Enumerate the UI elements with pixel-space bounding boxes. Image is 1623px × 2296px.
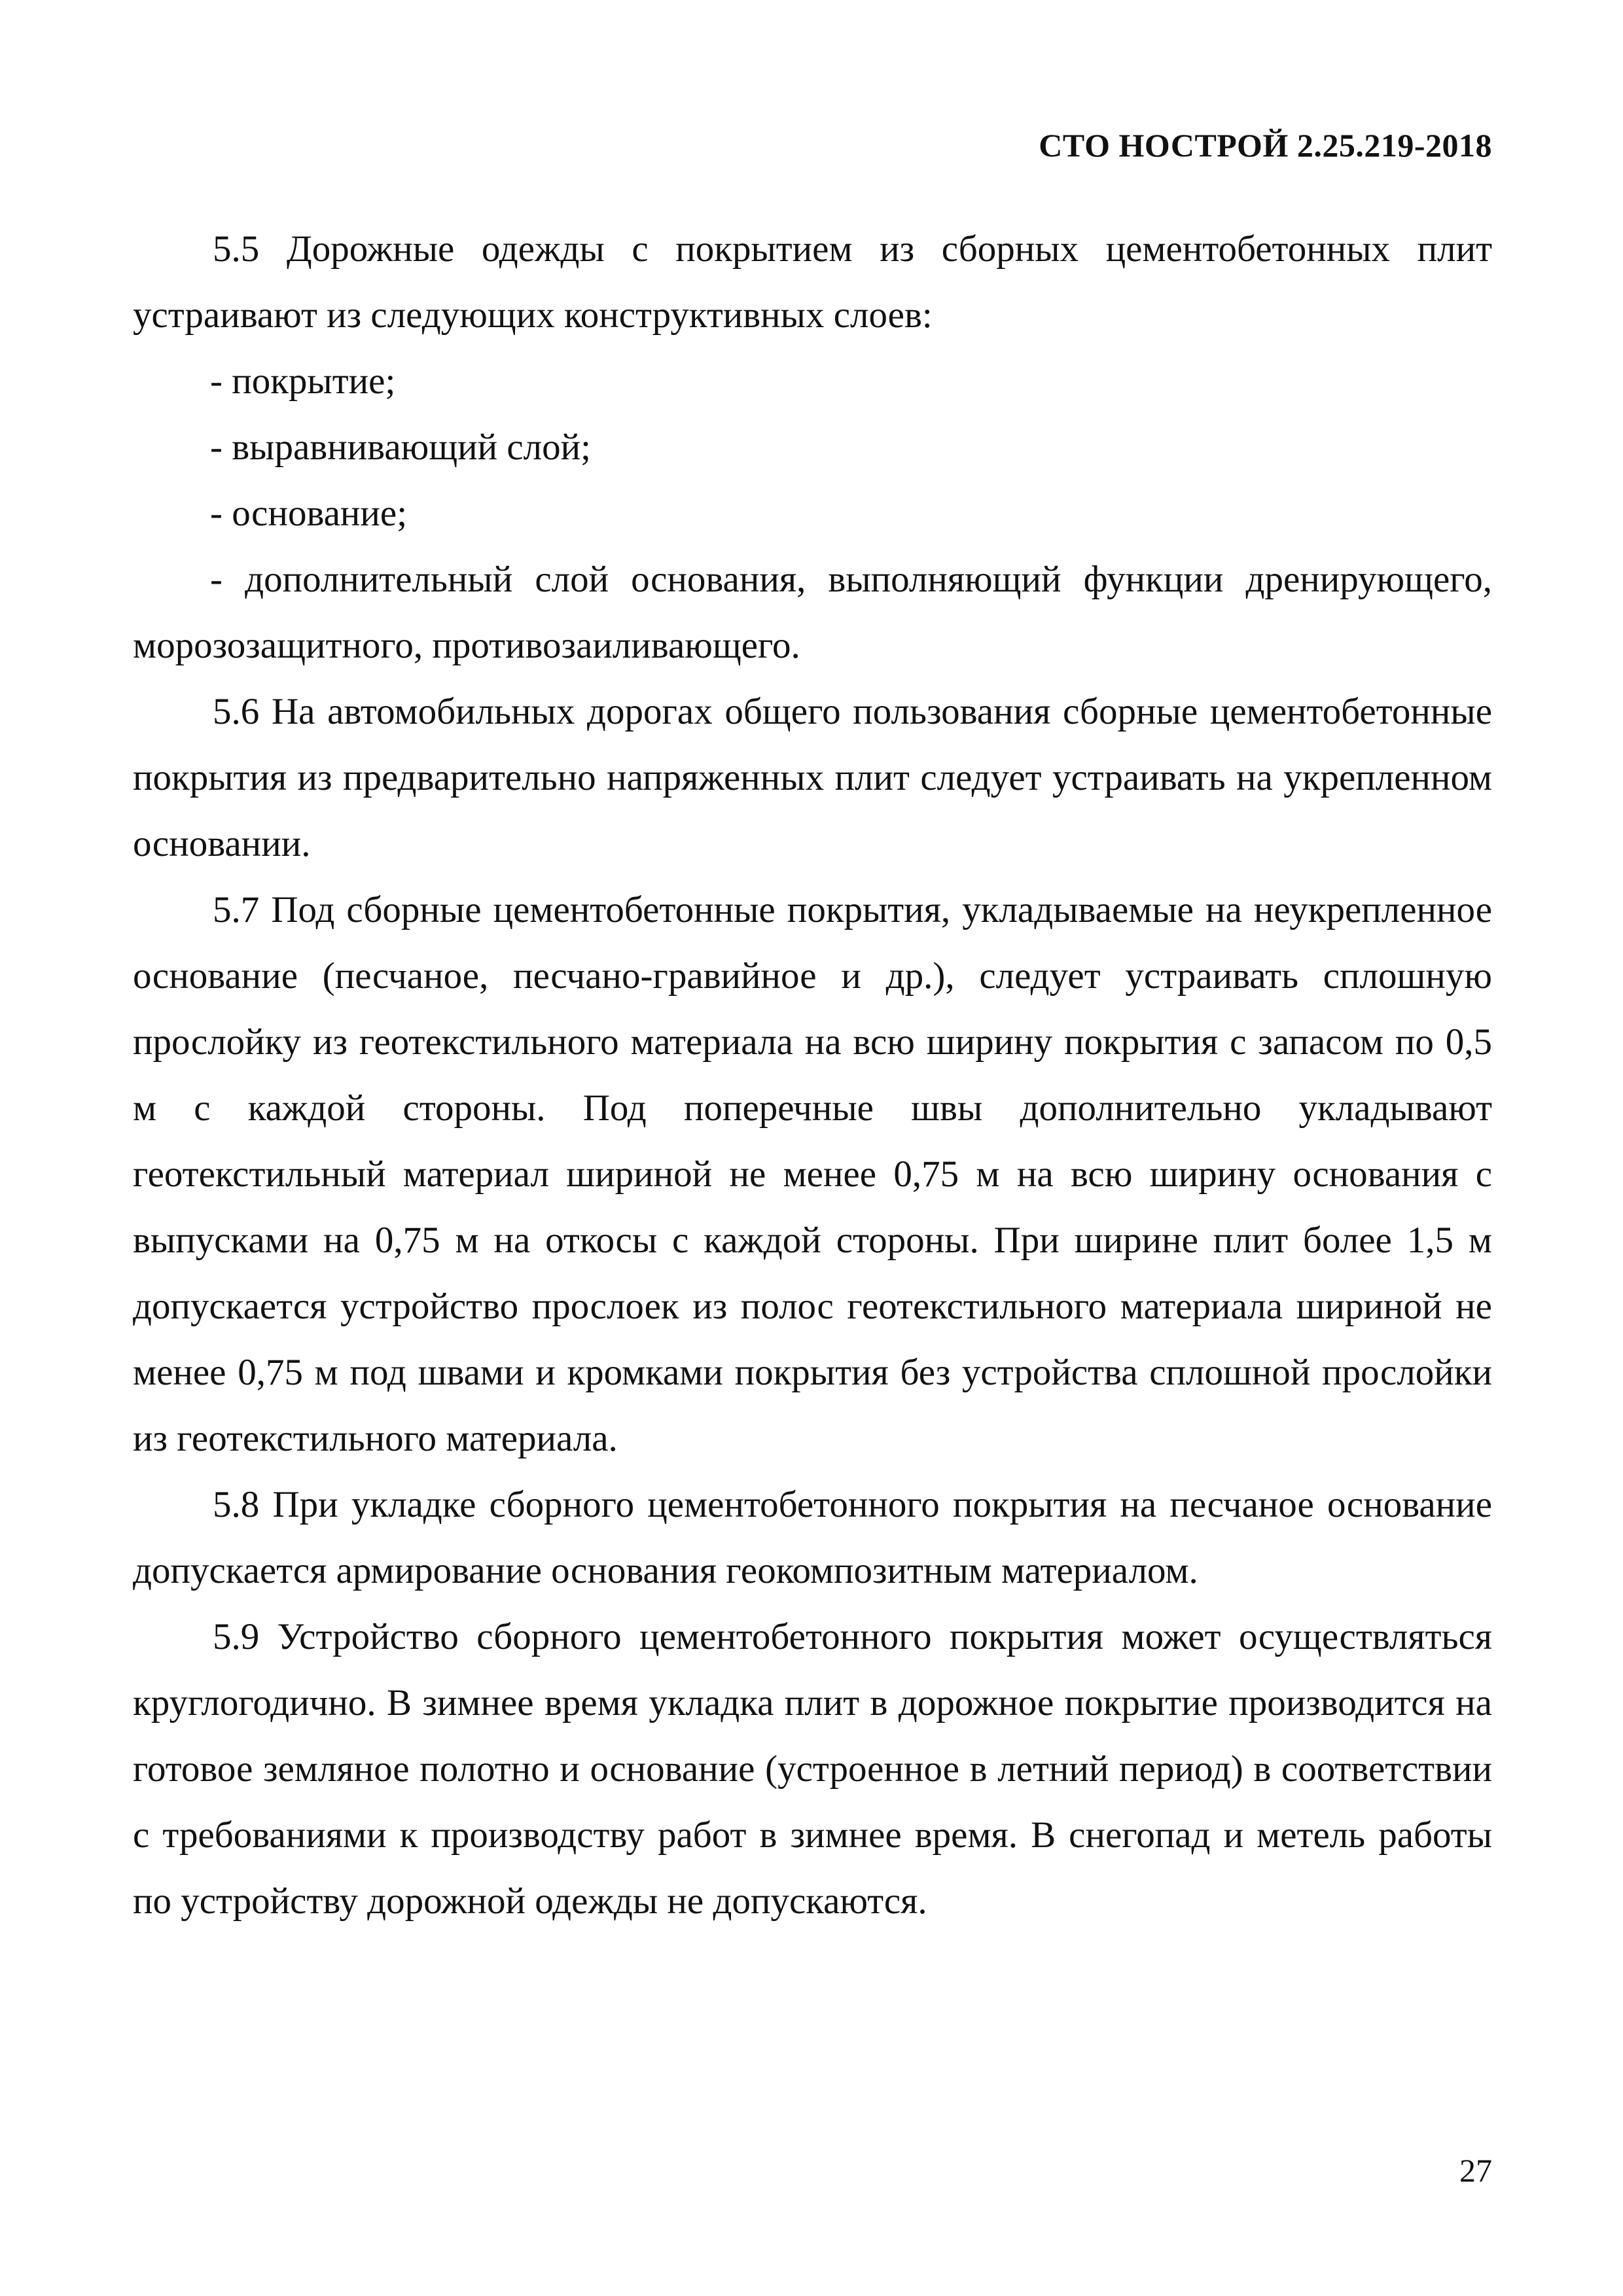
page-number: 27	[1459, 2152, 1492, 2189]
list-item-coating: - покрытие;	[210, 361, 396, 402]
paragraph-5-6: 5.6 На автомобильных дорогах общего пользования сборные цементобетонные покрытия из предварительно напряженных плит следует устраивать на укрепленном основании.	[133, 691, 1492, 864]
list-item-base: - основание;	[210, 493, 408, 534]
paragraph-5-5: 5.5 Дорожные одежды с покрытием из сборных цементобетонных плит устраивают из следующих конструктивных слоев:	[133, 228, 1492, 336]
paragraph-5-8: 5.8 При укладке сборного цементобетонного покрытия на песчаное основание допускается армирование основания геокомпозитным материалом.	[133, 1484, 1492, 1591]
document-code-header: СТО НОСТРОЙ 2.25.219-2018	[1039, 127, 1492, 164]
paragraph-5-9: 5.9 Устройство сборного цементобетонного покрытия может осуществляться круглогодично. В зимнее время укладка плит в дорожное покрытие производится на готовое земляное полотно и основание (устроенное в летний период) в соответствии с требованиями к производству работ в зимнее время. В снегопад и метель работы по устройству дорожной одежды не допускаются.	[133, 1616, 1492, 1922]
list-item-leveling-layer: - выравнивающий слой;	[210, 427, 591, 468]
page-body	[133, 216, 1492, 1934]
paragraph-5-7: 5.7 Под сборные цементобетонные покрытия, укладываемые на неукрепленное основание (песчаное, песчано-гравийное и др.), следует устраивать сплошную прослойку из геотекстильного материала на всю ширину покрытия с запасом по 0,5 м с каждой стороны. Под поперечные швы дополнительно укладывают геотекстильный материал шириной не менее 0,75 м на всю ширину основания с выпусками на 0,75 м на откосы с каждой стороны. При ширине плит более 1,5 м допускается устройство прослоек из полос геотекстильного материала шириной не менее 0,75 м под швами и кромками покрытия без устройства сплошной прослойки из геотекстильного материала.	[133, 889, 1492, 1459]
list-item-additional-base-layer: - дополнительный слой основания, выполняющий функции дренирующего, морозозащитного, противозаиливающего.	[133, 559, 1492, 666]
